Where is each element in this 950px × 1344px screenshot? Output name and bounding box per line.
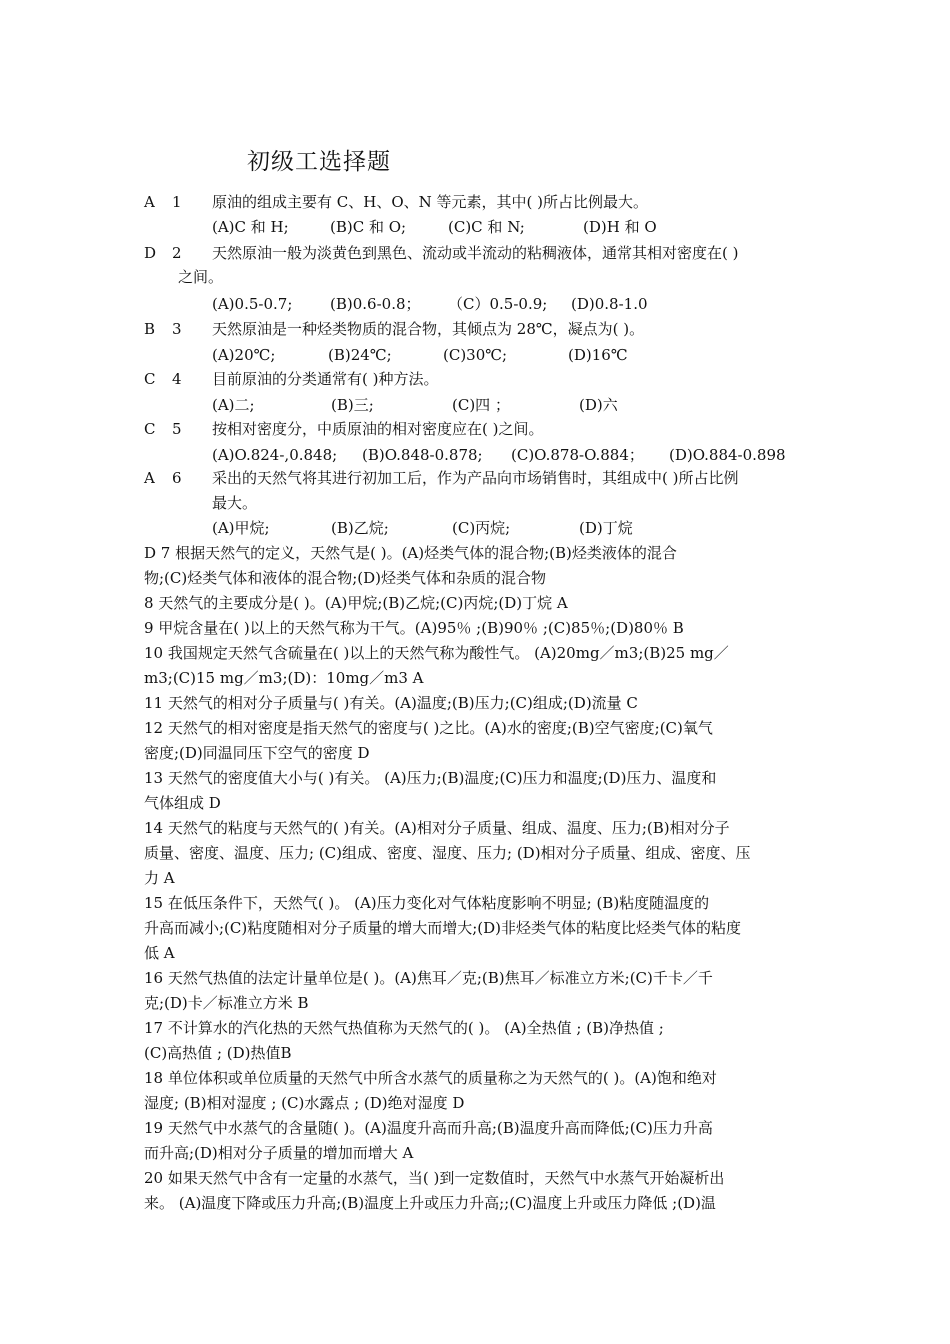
option-a: (A)0.5-0.7;	[212, 295, 293, 313]
option-a: (A)二;	[212, 396, 255, 414]
paragraph-line: 力 A	[144, 869, 175, 887]
paragraph-line: 17 不计算水的汽化热的天然气热值称为天然气的( )。 (A)全热值 ; (B)净热值 ;	[144, 1019, 664, 1037]
question-number: 6	[172, 469, 182, 487]
paragraph-line: 14 天然气的粘度与天然气的( )有关。(A)相对分子质量、组成、温度、压力;(B)相对分子	[144, 819, 730, 837]
answer-key: D	[144, 244, 157, 262]
paragraph-line: 密度;(D)同温同压下空气的密度 D	[144, 744, 370, 762]
question-text: 天然原油是一种烃类物质的混合物，其倾点为 28℃，凝点为( )。	[212, 320, 645, 338]
paragraph-line: 11 天然气的相对分子质量与( )有关。(A)温度;(B)压力;(C)组成;(D)流量 C	[144, 694, 638, 712]
option-b: (B)乙烷;	[331, 519, 389, 537]
option-d: (D)六	[579, 396, 618, 414]
answer-key: C	[144, 370, 156, 388]
paragraph-line: 来。 (A)温度下降或压力升高;(B)温度上升或压力升高;;(C)温度上升或压力降低 ;(D)温	[144, 1194, 716, 1212]
question-number: 1	[172, 193, 182, 211]
paragraph-line: 16 天然气热值的法定计量单位是( )。(A)焦耳／克;(B)焦耳／标准立方米;(C)千卡／千	[144, 969, 713, 987]
paragraph-line: 13 天然气的密度值大小与( )有关。 (A)压力;(B)温度;(C)压力和温度;(D)压力、温度和	[144, 769, 717, 787]
option-a: (A)20℃;	[212, 346, 276, 364]
paragraph-line: 12 天然气的相对密度是指天然气的密度与( )之比。(A)水的密度;(B)空气密度;(C)氧气	[144, 719, 713, 737]
option-a: (A)O.824-,0.848;	[212, 446, 338, 464]
paragraph-line: m3;(C)15 mg／m3;(D)：10mg／m3 A	[144, 669, 424, 687]
option-c: (C)30℃;	[443, 346, 508, 364]
paragraph-line: 而升高;(D)相对分子质量的增加而增大 A	[144, 1144, 414, 1162]
paragraph-line: 质量、密度、温度、压力; (C)组成、密度、湿度、压力; (D)相对分子质量、组成、密度、压	[144, 844, 751, 862]
option-b: (B)C 和 O;	[330, 218, 407, 236]
question-text: 目前原油的分类通常有( )种方法。	[212, 370, 439, 388]
question-text: 天然原油一般为淡黄色到黑色、流动或半流动的粘稠液体，通常其相对密度在( )	[212, 244, 739, 262]
paragraph-line: D 7 根据天然气的定义，天然气是( )。(A)烃类气体的混合物;(B)烃类液体的混合	[144, 544, 677, 562]
option-c: (C)四 ；	[452, 396, 510, 414]
question-text: 按相对密度分，中质原油的相对密度应在( )之间。	[212, 420, 544, 438]
option-b: (B)三;	[331, 396, 374, 414]
option-a: (A)甲烷;	[212, 519, 270, 537]
answer-key: B	[144, 320, 156, 338]
question-text-continued: 最大。	[212, 494, 258, 512]
question-text: 采出的天然气将其进行初加工后，作为产品向市场销售时，其组成中( )所占比例	[212, 469, 739, 487]
question-text-continued: 之间。	[178, 268, 224, 286]
option-c: （C）0.5-0.9;	[448, 295, 548, 313]
option-d: (D)O.884-0.898	[669, 446, 786, 464]
question-text: 原油的组成主要有 C、H、O、N 等元素，其中( )所占比例最大。	[212, 193, 648, 211]
paragraph-line: 升高而减小;(C)粘度随相对分子质量的增大而增大;(D)非烃类气体的粘度比烃类气体的粘度	[144, 919, 742, 937]
question-number: 5	[172, 420, 182, 438]
paragraph-line: 低 A	[144, 944, 175, 962]
paragraph-line: 物;(C)烃类气体和液体的混合物;(D)烃类气体和杂质的混合物	[144, 569, 547, 587]
paragraph-line: 气体组成 D	[144, 794, 221, 812]
answer-key: C	[144, 420, 156, 438]
option-d: (D)H 和 O	[583, 218, 657, 236]
question-number: 2	[172, 244, 182, 262]
question-number: 4	[172, 370, 182, 388]
question-number: 3	[172, 320, 182, 338]
paragraph-line: (C)高热值 ; (D)热值B	[144, 1044, 292, 1062]
option-d: (D)丁烷	[579, 519, 633, 537]
paragraph-line: 湿度; (B)相对湿度 ; (C)水露点 ; (D)绝对湿度 D	[144, 1094, 465, 1112]
option-d: (D)16℃	[568, 346, 628, 364]
answer-key: A	[144, 193, 155, 211]
answer-key: A	[144, 469, 155, 487]
paragraph-line: 8 天然气的主要成分是( )。(A)甲烷;(B)乙烷;(C)丙烷;(D)丁烷 A	[144, 594, 568, 612]
paragraph-line: 克;(D)卡／标准立方米 B	[144, 994, 309, 1012]
paragraph-line: 19 天然气中水蒸气的含量随( )。(A)温度升高而升高;(B)温度升高而降低;(C)压力升高	[144, 1119, 713, 1137]
option-c: (C)C 和 N;	[448, 218, 525, 236]
paragraph-line: 9 甲烷含量在( )以上的天然气称为干气。(A)95％ ;(B)90％ ;(C)85％;(D)80％ B	[144, 619, 684, 637]
option-a: (A)C 和 H;	[212, 218, 289, 236]
paragraph-line: 10 我国规定天然气含硫量在( )以上的天然气称为酸性气。 (A)20mg／m3;(B)25 mg／	[144, 644, 729, 662]
option-c: (C)O.878-O.884；	[511, 446, 644, 464]
option-d: (D)0.8-1.0	[571, 295, 648, 313]
option-b: (B)0.6-0.8；	[330, 295, 421, 313]
option-b: (B)O.848-0.878;	[362, 446, 483, 464]
option-b: (B)24℃;	[328, 346, 392, 364]
paragraph-line: 18 单位体积或单位质量的天然气中所含水蒸气的质量称之为天然气的( )。(A)饱和绝对	[144, 1069, 717, 1087]
paragraph-line: 15 在低压条件下，天然气( )。 (A)压力变化对气体粘度影响不明显; (B)粘度随温度的	[144, 894, 710, 912]
page-title: 初级工选择题	[247, 149, 391, 175]
paragraph-line: 20 如果天然气中含有一定量的水蒸气，当( )到一定数值时，天然气中水蒸气开始凝析出	[144, 1169, 725, 1187]
option-c: (C)丙烷;	[452, 519, 511, 537]
